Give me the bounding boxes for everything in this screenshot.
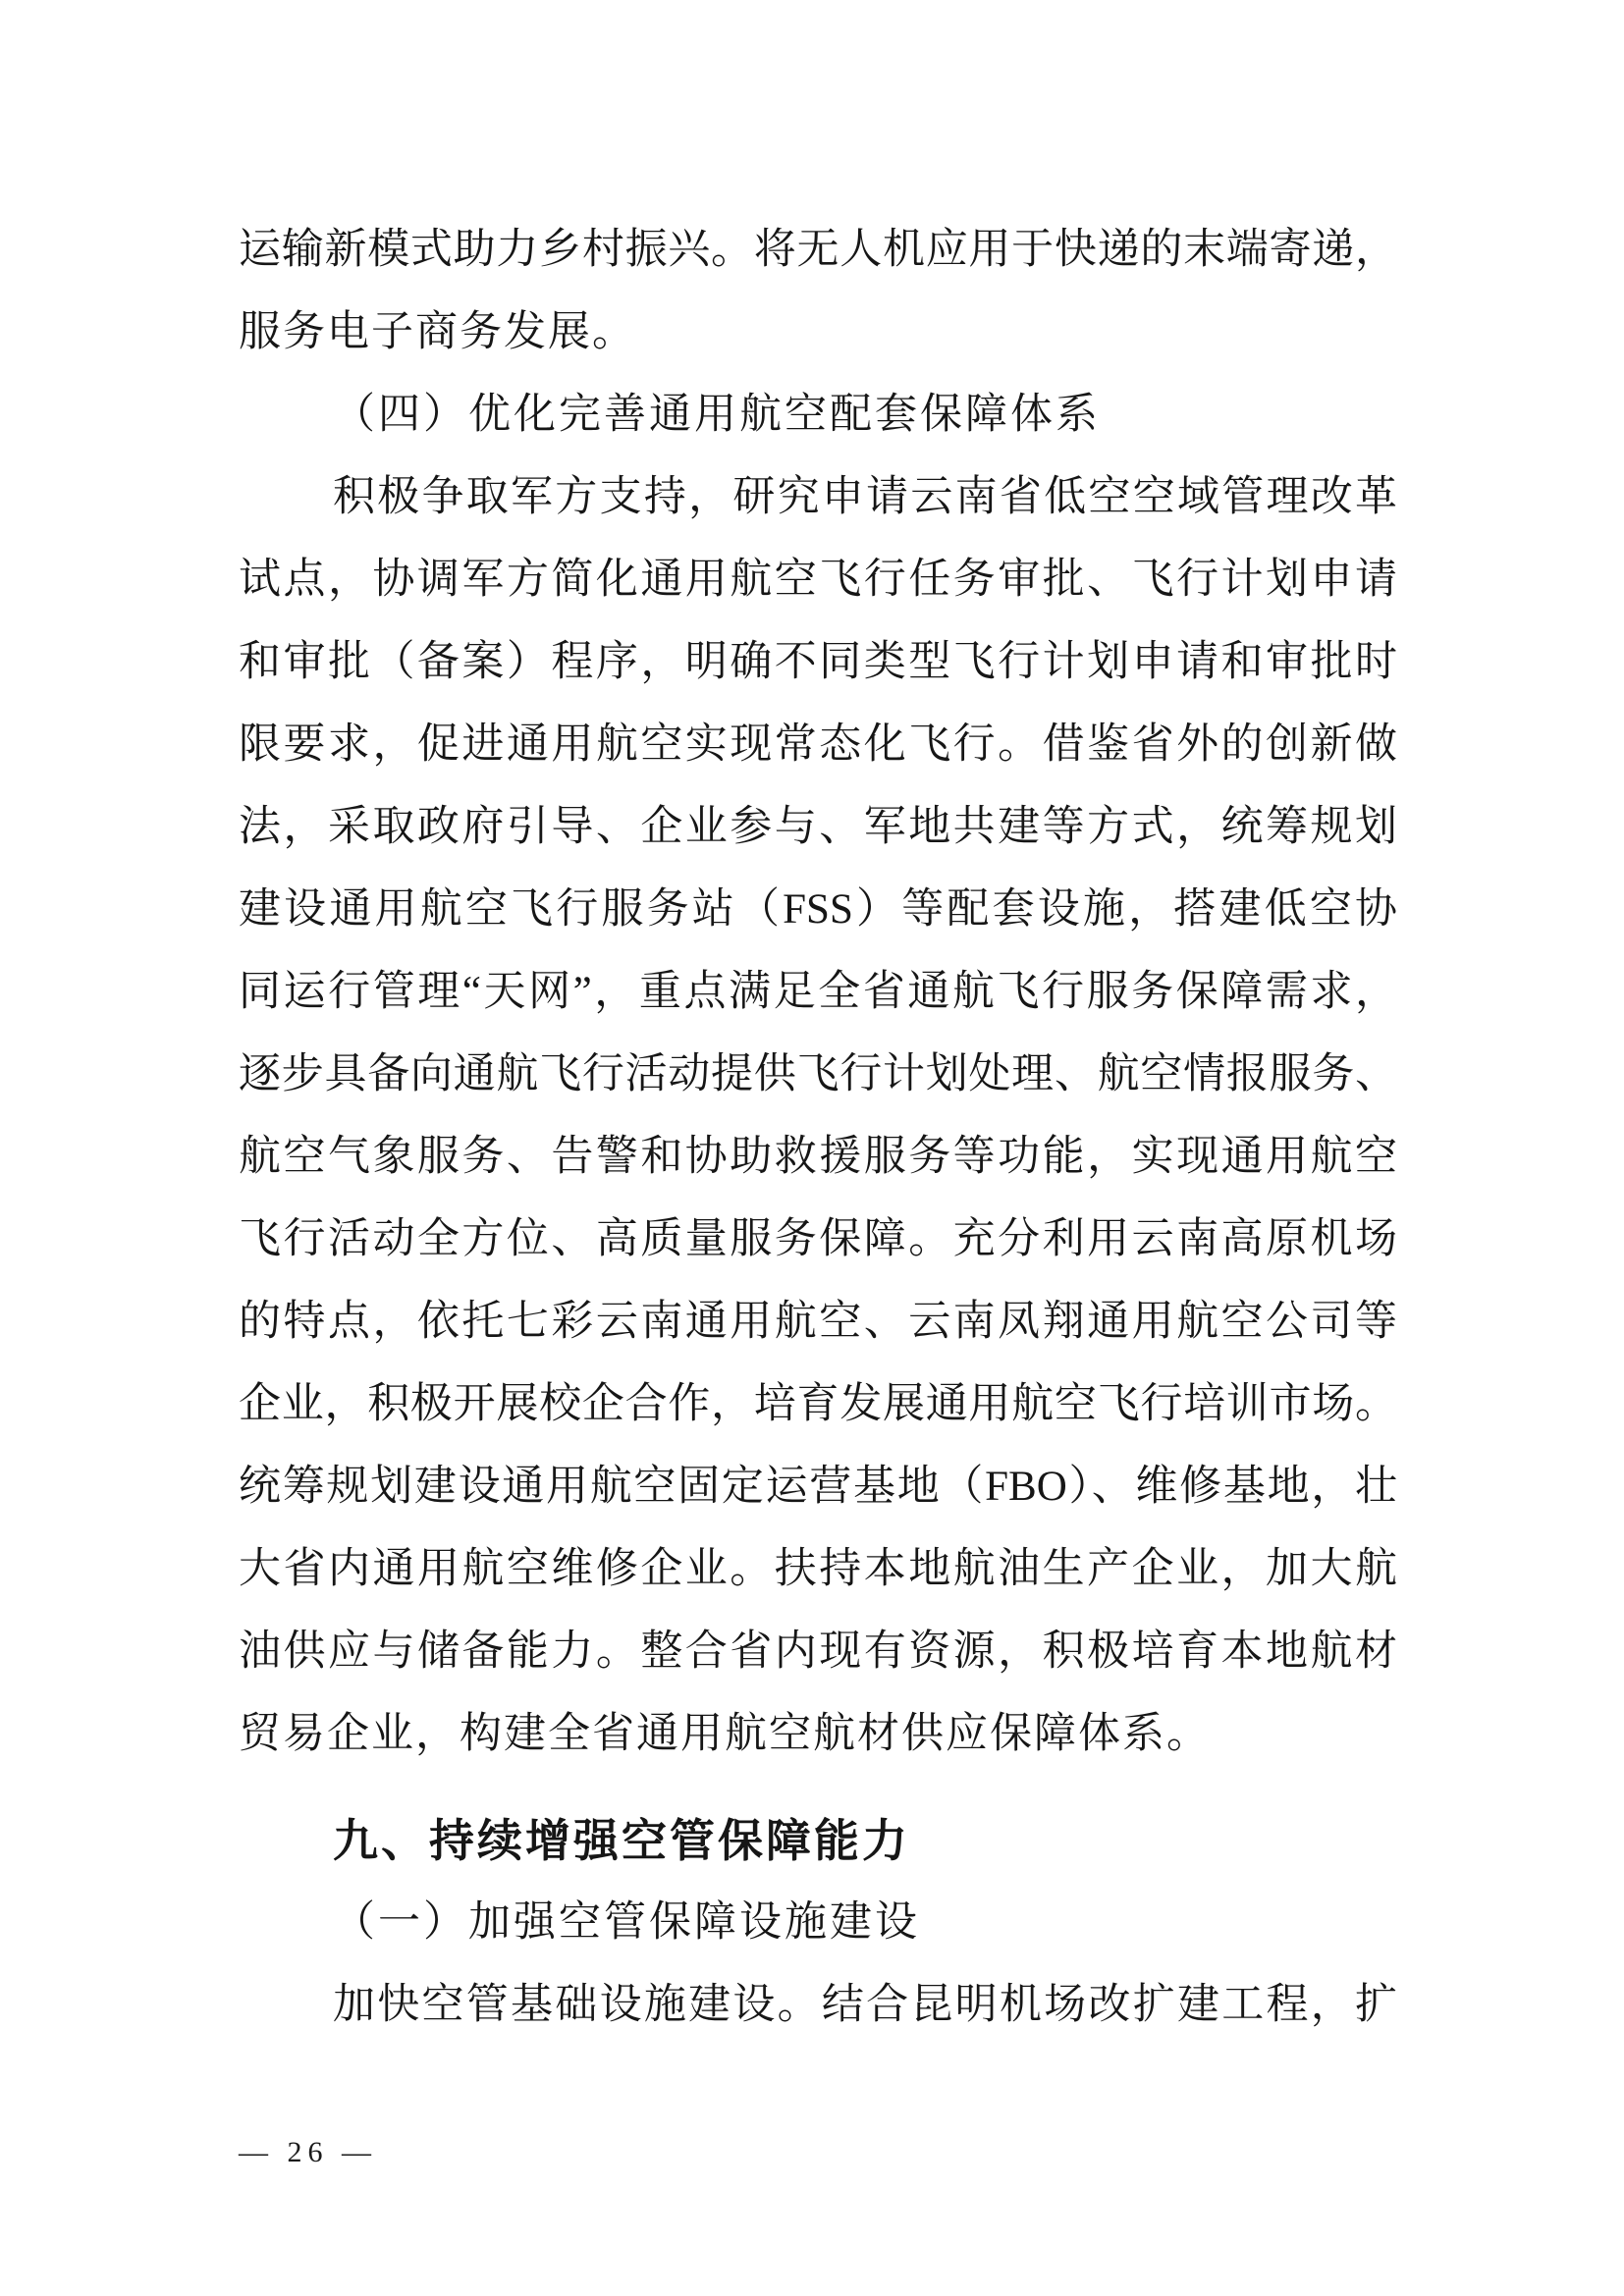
section-heading-line: （四）优化完善通用航空配套保障体系: [333, 392, 1101, 438]
text-line: 建设通用航空飞行服务站（FSS）等配套设施，搭建低空协: [239, 886, 1397, 933]
text-line: 逐步具备向通航飞行活动提供飞行计划处理、航空情报服务、: [239, 1051, 1397, 1097]
text-line: 试点，协调军方简化通用航空飞行任务审批、飞行计划申请: [239, 557, 1397, 603]
text-line: 同运行管理“天网”，重点满足全省通航飞行服务保障需求，: [239, 969, 1397, 1015]
page-number: — 26 —: [239, 2136, 377, 2168]
text-line: 统筹规划建设通用航空固定运营基地（FBO）、维修基地，壮: [239, 1464, 1397, 1510]
text-line: 大省内通用航空维修企业。扶持本地航油生产企业，加大航: [239, 1546, 1397, 1592]
text-line: 服务电子商务发展。: [239, 309, 636, 355]
section-heading-line: （一）加强空管保障设施建设: [333, 1899, 920, 1946]
text-line: 贸易企业，构建全省通用航空航材供应保障体系。: [239, 1711, 1211, 1757]
text-line: 限要求，促进通用航空实现常态化飞行。借鉴省外的创新做: [239, 721, 1397, 768]
text-line: 航空气象服务、告警和协助救援服务等功能，实现通用航空: [239, 1134, 1397, 1180]
text-line: 积极争取军方支持，研究申请云南省低空空域管理改革: [333, 474, 1397, 520]
text-line: 企业，积极开展校企合作，培育发展通用航空飞行培训市场。: [239, 1381, 1397, 1427]
text-line: 运输新模式助力乡村振兴。将无人机应用于快递的末端寄递，: [239, 227, 1397, 273]
chapter-heading-line: 九、持续增强空管保障能力: [333, 1815, 910, 1866]
text-line: 油供应与储备能力。整合省内现有资源，积极培育本地航材: [239, 1629, 1397, 1675]
text-line: 加快空管基础设施建设。结合昆明机场改扩建工程，扩: [333, 1982, 1397, 2028]
text-line: 的特点，依托七彩云南通用航空、云南凤翔通用航空公司等: [239, 1299, 1397, 1345]
document-body: [239, 209, 1397, 2047]
text-line: 飞行活动全方位、高质量服务保障。充分利用云南高原机场: [239, 1216, 1397, 1262]
text-line: 和审批（备案）程序，明确不同类型飞行计划申请和审批时: [239, 639, 1397, 685]
text-line: 法，采取政府引导、企业参与、军地共建等方式，统筹规划: [239, 804, 1397, 850]
